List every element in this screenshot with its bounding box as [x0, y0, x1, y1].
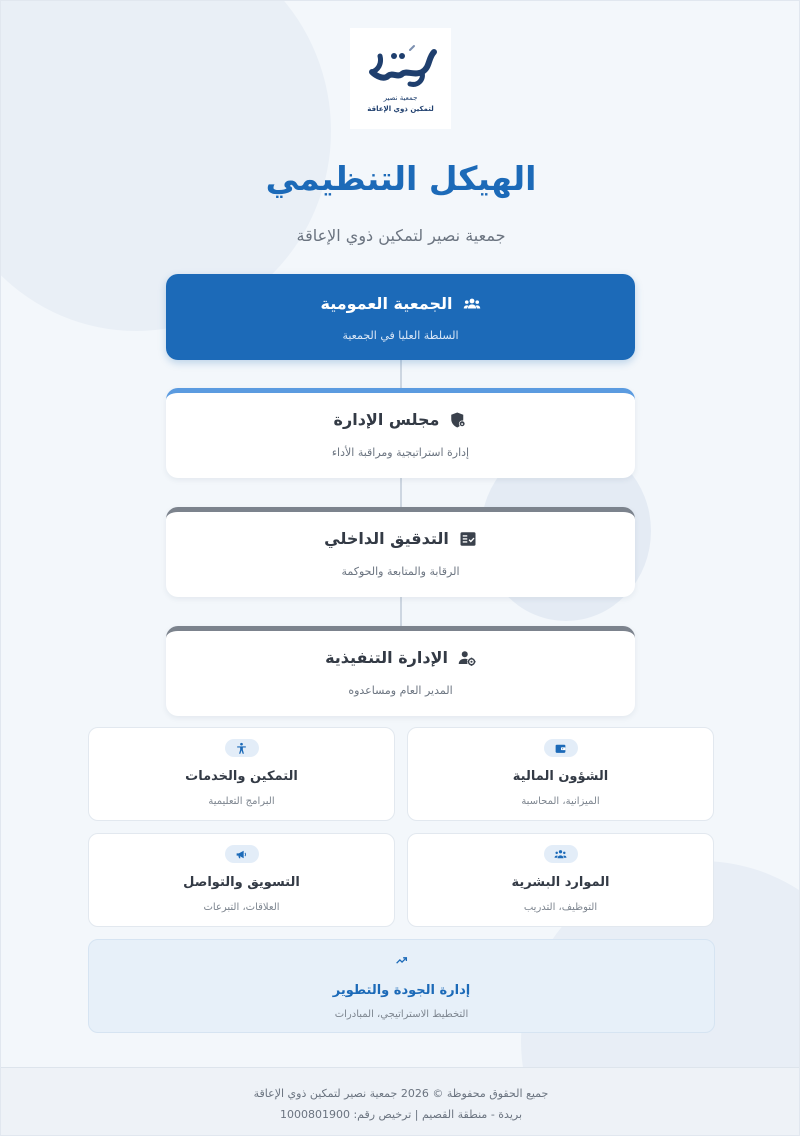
users-icon: [544, 845, 578, 863]
board-of-directors-card[interactable]: [166, 388, 635, 478]
users-group-icon: [463, 295, 481, 313]
dept-subtitle: البرامج التعليمية: [208, 796, 275, 807]
dept-title: إدارة الجودة والتطوير: [332, 983, 471, 998]
dept-quality-card[interactable]: [88, 939, 715, 1033]
megaphone-icon: [225, 845, 259, 863]
connector-line: [400, 597, 402, 627]
dept-title: الموارد البشرية: [511, 875, 610, 890]
user-gear-icon: [458, 649, 476, 667]
card-subtitle: إدارة استراتيجية ومراقبة الأداء: [331, 446, 470, 459]
logo-mark-icon: [358, 42, 444, 90]
logo-line1: جمعية نصير: [383, 94, 418, 102]
footer-license: بريدة - منطقة القصيم | ترخيص رقم: 1000801900: [279, 1108, 523, 1121]
internal-audit-card[interactable]: [166, 507, 635, 597]
footer: [1, 1067, 800, 1136]
dept-subtitle: التوظيف، التدريب: [523, 902, 598, 913]
dept-marketing-card[interactable]: [88, 833, 395, 927]
page-subtitle: جمعية نصير لتمكين ذوي الإعاقة: [296, 226, 506, 245]
general-assembly-card[interactable]: [166, 274, 635, 360]
logo-line2: لتمكين ذوي الإعاقة: [367, 105, 434, 113]
dept-finance-card[interactable]: [407, 727, 714, 821]
wallet-icon: [544, 739, 578, 757]
trend-up-icon: [385, 951, 419, 969]
dept-subtitle: الميزانية، المحاسبة: [521, 796, 600, 807]
footer-copyright: جميع الحقوق محفوظة © 2026 جمعية نصير لتمكين ذوي الإعاقة: [253, 1087, 549, 1100]
card-subtitle: المدير العام ومساعدوه: [348, 684, 453, 697]
dept-hr-card[interactable]: [407, 833, 714, 927]
shield-lock-icon: [449, 411, 467, 429]
card-subtitle: الرقابة والمتابعة والحوكمة: [341, 565, 460, 578]
dept-empowerment-card[interactable]: [88, 727, 395, 821]
dept-title: التمكين والخدمات: [185, 769, 298, 784]
card-subtitle: السلطة العليا في الجمعية: [342, 329, 459, 342]
card-title: مجلس الإدارة: [333, 410, 440, 429]
accessibility-icon: [225, 739, 259, 757]
dept-subtitle: العلاقات، التبرعات: [203, 902, 280, 913]
page-title: الهيكل التنظيمي: [265, 159, 537, 198]
executive-management-card[interactable]: [166, 626, 635, 716]
dept-title: التسويق والتواصل: [183, 875, 300, 890]
logo: [350, 28, 451, 129]
card-title: التدقيق الداخلي: [324, 529, 449, 548]
connector-line: [400, 359, 402, 389]
dept-subtitle: التخطيط الاستراتيجي، المبادرات: [334, 1009, 469, 1020]
dept-title: الشؤون المالية: [512, 769, 609, 784]
card-title: الإدارة التنفيذية: [325, 648, 448, 667]
card-title: الجمعية العمومية: [320, 294, 453, 313]
connector-line: [400, 478, 402, 508]
checklist-icon: [459, 530, 477, 548]
